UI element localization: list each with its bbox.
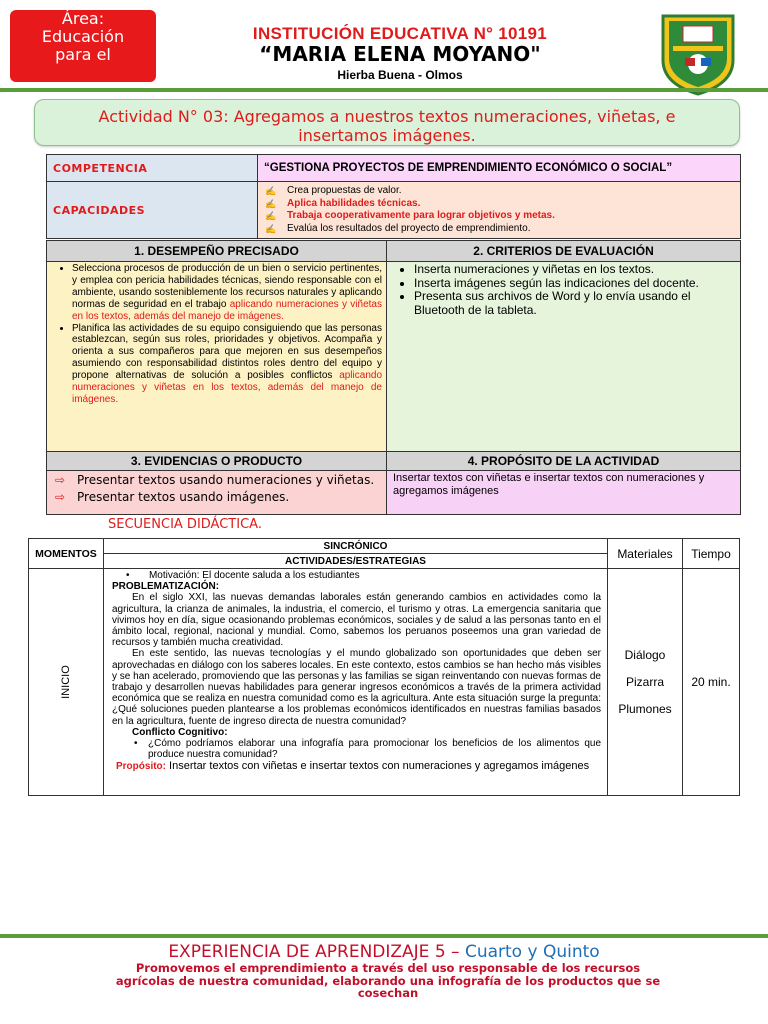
- evidencias-header: 3. EVIDENCIAS O PRODUCTO: [47, 452, 387, 471]
- institution-title: INSTITUCIÓN EDUCATIVA N° 10191: [252, 24, 548, 43]
- area-line-1: Área:: [61, 10, 105, 28]
- desempeno-list: [48, 263, 385, 406]
- paragraph-2: En este sentido, las nuevas tecnologías y el mundo globalizado son oportunidades que deben ser aprovechadas en diálogo con los saberes locales. En este contexto, estos cambios se han hecho más visibles y se han acelerado, promoviendo que las personas y las familias se sigan reinventando con nuevas formas de trabajo y desarrollen nuevas habilidades para generar ingresos económicos a través de la primera actividad económica que se realiza en nuestra comunidad como es la agricultura. Ante esta situación surge la pregunta: ¿Qué soluciones pueden plantearse a los problemas económicos identificados en nuestras familias basados en la agricultura, fuente de ingreso directa de nuestra comunidad?: [112, 648, 601, 727]
- criterio-item: • Inserta imágenes según las indicaciones del docente.: [414, 277, 736, 291]
- criterios-list: [388, 263, 739, 317]
- school-crest-logo: [655, 10, 741, 96]
- proposito-header: 4. PROPÓSITO DE LA ACTIVIDAD: [387, 452, 741, 471]
- tiempo-cell: 20 min.: [683, 569, 740, 796]
- moment-cell: [29, 569, 104, 796]
- area-line-3: para el: [55, 45, 111, 64]
- competencia-value: “GESTIONA PROYECTOS DE EMPRENDIMIENTO ECONÓMICO O SOCIAL”: [258, 155, 741, 182]
- area-badge: [10, 10, 156, 82]
- capacidades-label: CAPACIDADES: [47, 182, 258, 239]
- competencia-table: [46, 154, 741, 239]
- actividades-cell: [104, 569, 608, 796]
- col-sincronico: SINCRÓNICO: [104, 539, 608, 554]
- col-materiales: Materiales: [608, 539, 683, 569]
- desempeno-item: • Selecciona procesos de producción de un bien o servicio pertinentes, y emplea con pericia habilidades técnicas, siendo responsable con el ambiente, usando sosteniblemente los recursos naturales y aplicando normas de seguridad en el trabajo aplicando numeraciones y viñetas en los textos, además del manejo de imágenes.: [72, 263, 382, 323]
- proposito-line: Propósito: Insertar textos con viñetas e insertar textos con numeraciones y agregamos imágenes: [116, 760, 590, 773]
- capacidad-item: ✍ Trabaja cooperativamente para lograr objetivos y metas.: [265, 210, 555, 221]
- secuencia-title: SECUENCIA DIDÁCTICA.: [108, 517, 262, 532]
- criterio-item: • Presenta sus archivos de Word y lo envía usando el Bluetooth de la tableta.: [414, 290, 736, 317]
- school-location: Hierba Buena - Olmos: [337, 68, 463, 82]
- experiencia-title: EXPERIENCIA DE APRENDIZAJE 5 – Cuarto y Quinto: [168, 942, 600, 962]
- col-tiempo: Tiempo: [683, 539, 740, 569]
- criterios-cell: [387, 262, 741, 452]
- material-item: Pizarra: [625, 674, 664, 689]
- conflicto-question: • ¿Cómo podríamos elaborar una infografía para promocionar los beneficios de los alimentos que produce nuestra comunidad?: [134, 738, 601, 761]
- col-momentos: MOMENTOS: [29, 539, 104, 569]
- header-divider: [0, 88, 768, 92]
- hand-icon: ✍: [265, 186, 277, 196]
- competencia-label: COMPETENCIA: [47, 155, 258, 182]
- planning-table: [46, 240, 741, 515]
- desempeno-header: 1. DESEMPEÑO PRECISADO: [47, 241, 387, 262]
- area-line-2: Educación: [41, 27, 125, 46]
- activity-title-line-2: insertamos imágenes.: [298, 126, 476, 145]
- material-item: Plumones: [618, 701, 672, 716]
- conflicto-label: Conflicto Cognitivo:: [132, 726, 228, 738]
- proposito-cell: Insertar textos con viñetas e insertar textos con numeraciones y agregamos imágenes: [387, 471, 741, 515]
- criterio-item: • Inserta numeraciones y viñetas en los textos.: [414, 263, 736, 277]
- motivacion-line: • Motivación: El docente saluda a los estudiantes: [126, 570, 360, 581]
- hand-icon: ✍: [265, 211, 277, 221]
- experiencia-subtitle: Promovemos el emprendimiento a través del uso responsable de los recursos agrícolas de nuestra comunidad, elaborando una infografía de los productos que se cosechan: [115, 961, 661, 1000]
- capacidades-cell: [258, 182, 741, 239]
- activity-title-line-1: Actividad N° 03: Agregamos a nuestros textos numeraciones, viñetas, e: [98, 107, 676, 126]
- desempeno-cell: [47, 262, 387, 452]
- moment-label: INICIO: [60, 665, 72, 699]
- secuencia-table: [28, 538, 740, 796]
- school-name: “MARIA ELENA MOYANO": [259, 42, 541, 66]
- col-actividades: ACTIVIDADES/ESTRATEGIAS: [104, 554, 608, 569]
- evidencia-item: ⇨ Presentar textos usando numeraciones y viñetas.: [55, 473, 375, 487]
- material-item: Diálogo: [624, 647, 666, 662]
- criterios-header: 2. CRITERIOS DE EVALUACIÓN: [387, 241, 741, 262]
- materiales-cell: [608, 569, 683, 796]
- arrow-right-icon: ⇨: [55, 473, 66, 487]
- capacidades-list: [259, 183, 739, 237]
- capacidad-item: ✍ Aplica habilidades técnicas.: [265, 197, 421, 209]
- hand-icon: ✍: [265, 198, 277, 209]
- hand-icon: ✍: [265, 223, 277, 234]
- paragraph-1: En el siglo XXI, las nuevas demandas laborales están generando cambios en actividades como la agricultura, la crianza de animales, la industria, el comercio, el turismo y otras. La emergencia sanitaria que vivimos hoy en día, sigue ocasionando problemas económicos, sociales y de salud a las personas tanto en el ámbito local, regional, nacional y mundial. Como, sabemos los peruanos poseemos una gran variedad de recursos y también mucha creatividad.: [112, 592, 601, 649]
- evidencia-item: ⇨ Presentar textos usando imágenes.: [55, 490, 290, 504]
- problematizacion-label: PROBLEMATIZACIÓN:: [112, 581, 220, 593]
- arrow-right-icon: ⇨: [55, 490, 66, 504]
- desempeno-item: • Planifica las actividades de su equipo consiguiendo que las personas establezcan, según sus roles, prioridades y objetivos. Acompaña y orienta a sus compañeros para que mejoren en sus desempeños asumiendo con responsabilidad distintos roles dentro del equipo y propone alternativas de solución a posibles conflictos aplicando numeraciones y viñetas en los textos, además del manejo de imágenes.: [72, 323, 382, 406]
- evidencias-cell: [47, 471, 387, 515]
- footer-divider: [0, 934, 768, 938]
- activity-title: [34, 99, 740, 146]
- capacidad-item: ✍ Evalúa los resultados del proyecto de emprendimiento.: [265, 222, 531, 234]
- capacidad-item: ✍ Crea propuestas de valor.: [265, 185, 402, 196]
